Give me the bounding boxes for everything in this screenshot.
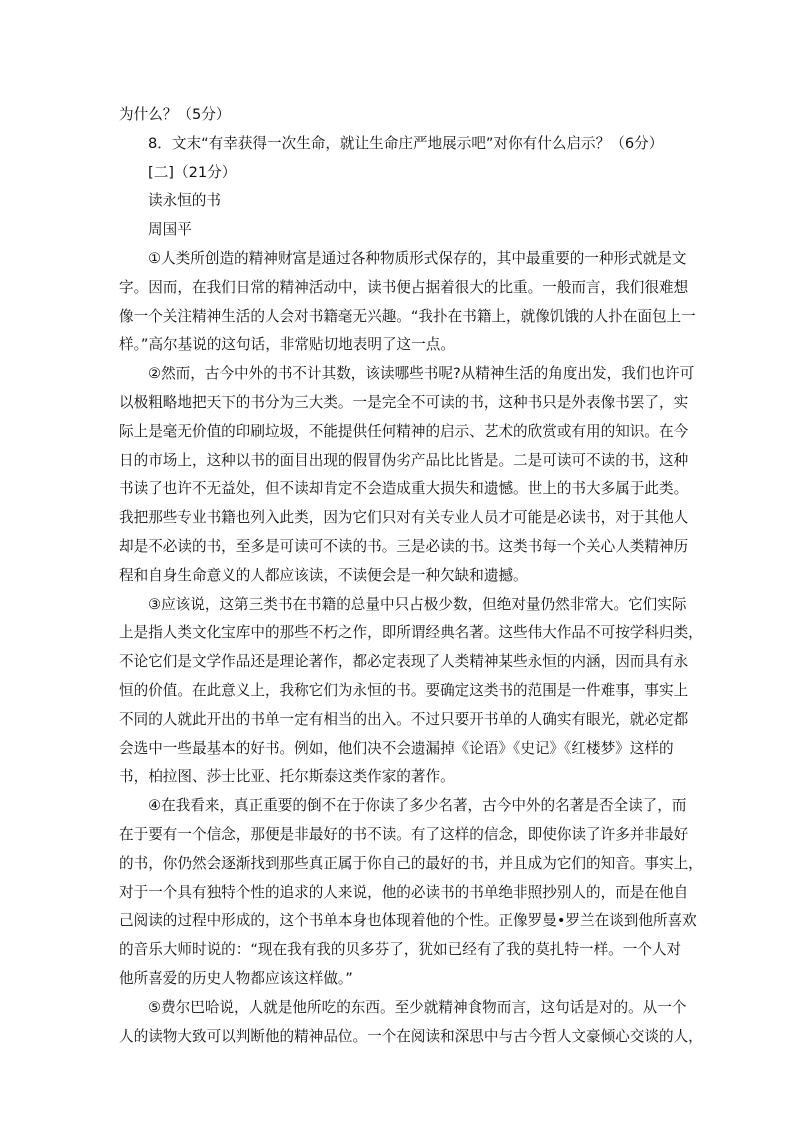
text-line: 读永恒的书	[148, 192, 221, 210]
text-line: 8．文末“有幸获得一次生命，就让生命庄严地展示吧”对你有什么启示？（6分）	[148, 134, 664, 152]
text-line: 在于要有一个信念，那便是非最好的书不读。有了这样的信念，即使你读了许多并非最好	[119, 825, 689, 843]
text-line: 日的市场上，这种以书的面目出现的假冒伪劣产品比比皆是。二是可读可不读的书，这种	[119, 451, 689, 469]
document-body	[119, 101, 703, 1051]
text-line: 字。因而，在我们日常的精神活动中，读书便占据着很大的比重。一般而言，我们很难想	[119, 278, 689, 296]
text-line: ④在我看来，真正重要的倒不在于你读了多少名著，古今中外的名著是否全读了，而	[148, 797, 687, 815]
text-line: 程和自身生命意义的人都应该读，不读便会是一种欠缺和遗撼。	[119, 566, 528, 584]
text-line: 的书，你仍然会逐渐找到那些真正属于你自己的最好的书，并且成为它们的知音。事实上，	[119, 854, 703, 872]
question-7-tail	[119, 101, 679, 130]
text-line: 人的读物大致可以判断他的精神品位。一个在阅读和深思中与古今哲人文豪倾心交谈的人，	[119, 1027, 703, 1045]
text-line: 际上是毫无价值的印刷垃圾，不能提供任何精神的启示、艺术的欣赏或有用的知识。在今	[119, 422, 689, 440]
text-line: 的音乐大师时说的：“现在我有我的贝多芬了，犹如已经有了我的莫扎特一样。一个人对	[119, 941, 682, 959]
question-8	[119, 130, 679, 159]
text-line: 上是指人类文化宝库中的那些不朽之作，即所谓经典名著。这些伟大作品不可按学科归类，	[119, 624, 703, 642]
article-author	[119, 216, 679, 245]
text-line: 样。”高尔基说的这句话，非常贴切地表明了这一点。	[119, 336, 455, 354]
section-heading	[119, 159, 679, 188]
text-line: 书，柏拉图、莎士比亚、托尔斯泰这类作家的著作。	[119, 768, 455, 786]
text-line: 对于一个具有独特个性的追求的人来说，他的必读书的书单绝非照抄别人的，而是在他自	[119, 883, 689, 901]
text-line: ③应该说，这第三类书在书籍的总量中只占极少数，但绝对量仍然非常大。它们实际	[148, 595, 687, 613]
paragraph-4	[119, 792, 703, 994]
text-line: ⑤费尔巴哈说，人就是他所吃的东西。至少就精神食物而言，这句话是对的。从一个	[148, 998, 687, 1016]
paragraph-1	[119, 245, 696, 360]
text-line: 我把那些专业书籍也列入此类，因为它们只对有关专业人员才可能是必读书，对于其他人	[119, 509, 689, 527]
text-line: ②然而，古今中外的书不计其数，该读哪些书呢?从精神生活的角度出发，我们也许可	[148, 365, 695, 383]
text-line: 周国平	[148, 221, 192, 239]
text-line: 书读了也许不无益处，但不读却肯定不会造成重大损失和遗憾。世上的书大多属于此类。	[119, 480, 689, 498]
article-title	[119, 187, 679, 216]
text-line: 己阅读的过程中形成的，这个书单本身也体现着他的个性。正像罗曼•罗兰在谈到他所喜欢	[119, 912, 697, 930]
text-line: 他所喜爱的历史人物都应该这样做。”	[119, 969, 353, 987]
text-line: [二]（21分）	[148, 163, 237, 181]
text-line: 会选中一些最基本的好书。例如，他们决不会遗漏掉《论语》《史记》《红楼梦》这样的	[119, 739, 674, 757]
text-line: 恒的价值。在此意义上，我称它们为永恒的书。要确定这类书的范围是一件难事，事实上	[119, 681, 689, 699]
paragraph-5	[119, 994, 703, 1052]
text-line: 为什么？（5分）	[119, 106, 231, 123]
paragraph-2	[119, 360, 695, 590]
text-line: 却是不必读的书，至多是可读可不读的书。三是必读的书。这类书每一个关心人类精神历	[119, 537, 689, 555]
text-line: 不论它们是文学作品还是理论著作，都必定表现了人类精神某些永恒的内涵，因而具有永	[119, 653, 689, 671]
text-line: 以极粗略地把天下的书分为三大类。一是完全不可读的书，这种书只是外表像书罢了，实	[119, 393, 689, 411]
text-line: 不同的人就此开出的书单一定有相当的出入。不过只要开书单的人确实有眼光，就必定都	[119, 710, 689, 728]
paragraph-3	[119, 591, 703, 793]
text-line: 像一个关注精神生活的人会对书籍毫无兴趣。“我扑在书籍上，就像饥饿的人扑在面包上一	[119, 307, 696, 325]
text-line: ①人类所创造的精神财富是通过各种物质形式保存的，其中最重要的一种形式就是文	[148, 249, 687, 267]
